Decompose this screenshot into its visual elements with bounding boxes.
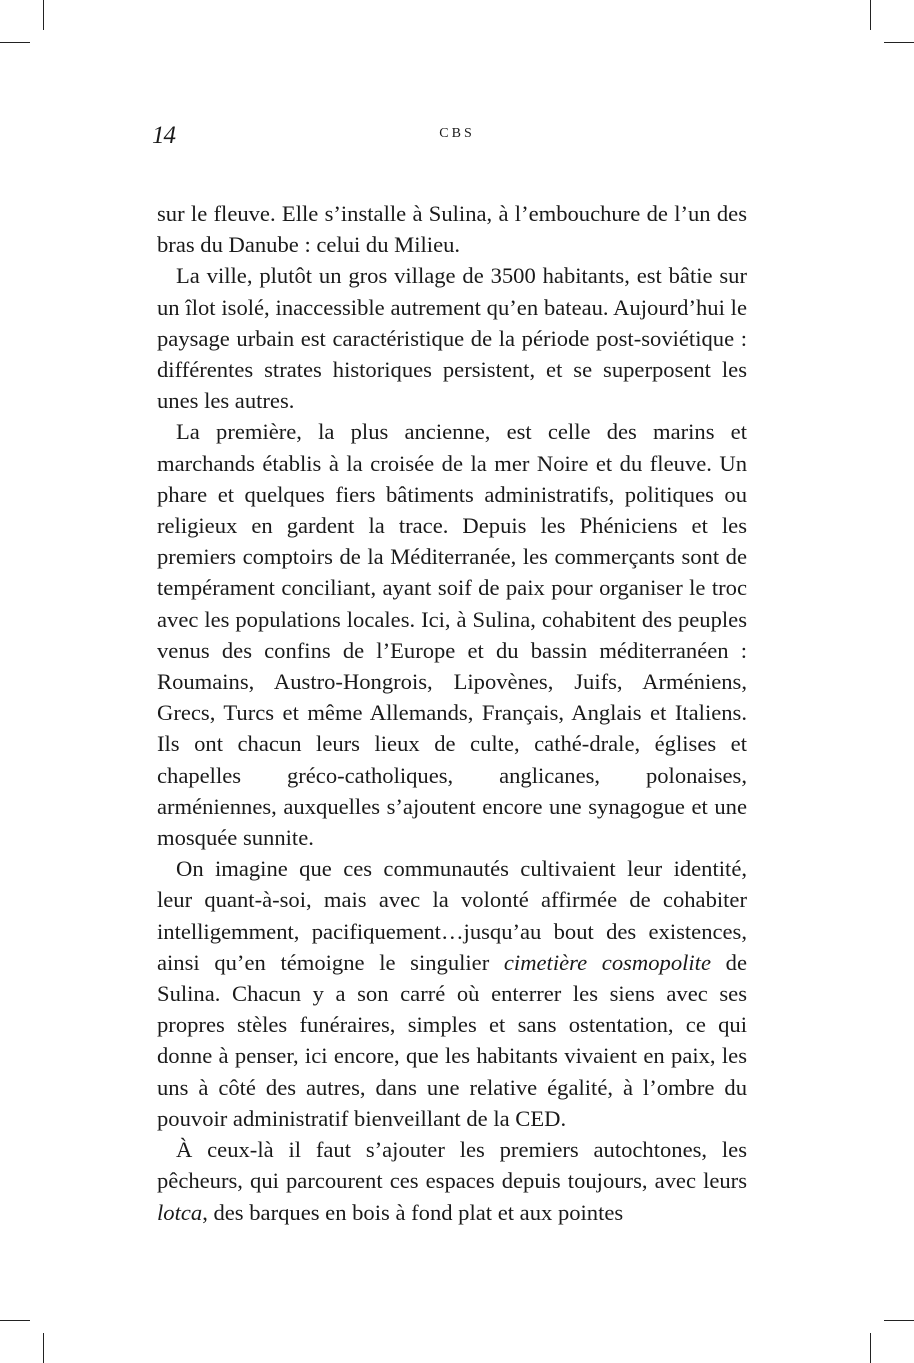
- italic-term: cimetière cosmopolite: [503, 949, 711, 975]
- page-number: 14: [152, 122, 175, 149]
- crop-mark-bottom-right: [884, 1320, 914, 1321]
- crop-mark-top-right: [884, 42, 914, 43]
- text-run: À ceux-là il faut s’ajouter les premiers autochtones, les pêcheurs, qui parcourent ces espaces depuis toujours, avec leurs: [157, 1137, 747, 1194]
- crop-mark-bottom-right: [870, 1333, 871, 1363]
- paragraph: [157, 198, 747, 260]
- crop-mark-bottom-left: [0, 1320, 30, 1321]
- text-run: La première, la plus ancienne, est celle des marins et marchands établis à la croisée de la mer Noire et du fleuve. Un phare et quelques fiers bâtiments administratifs, politiques ou religieux en gardent la trace. Depuis les Phéniciens et les premiers comptoirs de la Méditerranée, les commerçants sont de tempérament conciliant, ayant soif de paix pour organiser le troc avec les populations locales. Ici, à Sulina, cohabitent des peuples venus des confins de l’Europe et du bassin méditerranéen : Roumains, Austro-Hongrois, Lipovènes, Juifs, Arméniens, Grecs, Turcs et même Allemands, Français, Anglais et Italiens. Ils ont chacun leurs lieux de culte, cathé-drale, églises et chapelles gréco-catholiques, anglicanes, polonaises, arméniennes, auxquelles s’ajoutent encore une synagogue et une mosquée sunnite.: [157, 419, 747, 851]
- text-run: de Sulina. Chacun y a son carré où enterrer les siens avec ses propres stèles funéraires, simples et sans ostentation, ce qui donne à penser, ici encore, que les habitants vivaient en paix, les uns à côté des autres, dans une relative égalité, à l’ombre du pouvoir administratif bienveillant de la CED.: [157, 949, 747, 1131]
- text-run: sur le fleuve. Elle s’installe à Sulina, à l’embouchure de l’un des bras du Danube : celui du Milieu.: [157, 201, 747, 258]
- paragraph: [157, 853, 747, 1134]
- text-run: , des barques en bois à fond plat et aux pointes: [202, 1199, 624, 1225]
- crop-mark-top-left: [43, 0, 44, 30]
- paragraph: [157, 416, 747, 853]
- body-text: [157, 198, 747, 1228]
- paragraph: [157, 260, 747, 416]
- crop-mark-top-right: [870, 0, 871, 30]
- crop-mark-top-left: [0, 42, 30, 43]
- text-run: On imagine que ces communautés cultivaient leur identité, leur quant-à-soi, mais avec la volonté affirmée de cohabiter intelligemment, pacifiquement…jusqu’au bout des existences, ainsi qu’en témoigne le singulier: [157, 856, 747, 975]
- running-head: CBS: [439, 126, 475, 141]
- italic-term: lotca: [157, 1199, 203, 1225]
- text-run: La ville, plutôt un gros village de 3500 habitants, est bâtie sur un îlot isolé, inaccessible autrement qu’en bateau. Aujourd’hui le paysage urbain est caractéristique de la période post-soviétique : différentes strates historiques persistent, et se superposent les unes les autres.: [157, 263, 747, 414]
- paragraph: [157, 1134, 747, 1228]
- crop-mark-bottom-left: [43, 1333, 44, 1363]
